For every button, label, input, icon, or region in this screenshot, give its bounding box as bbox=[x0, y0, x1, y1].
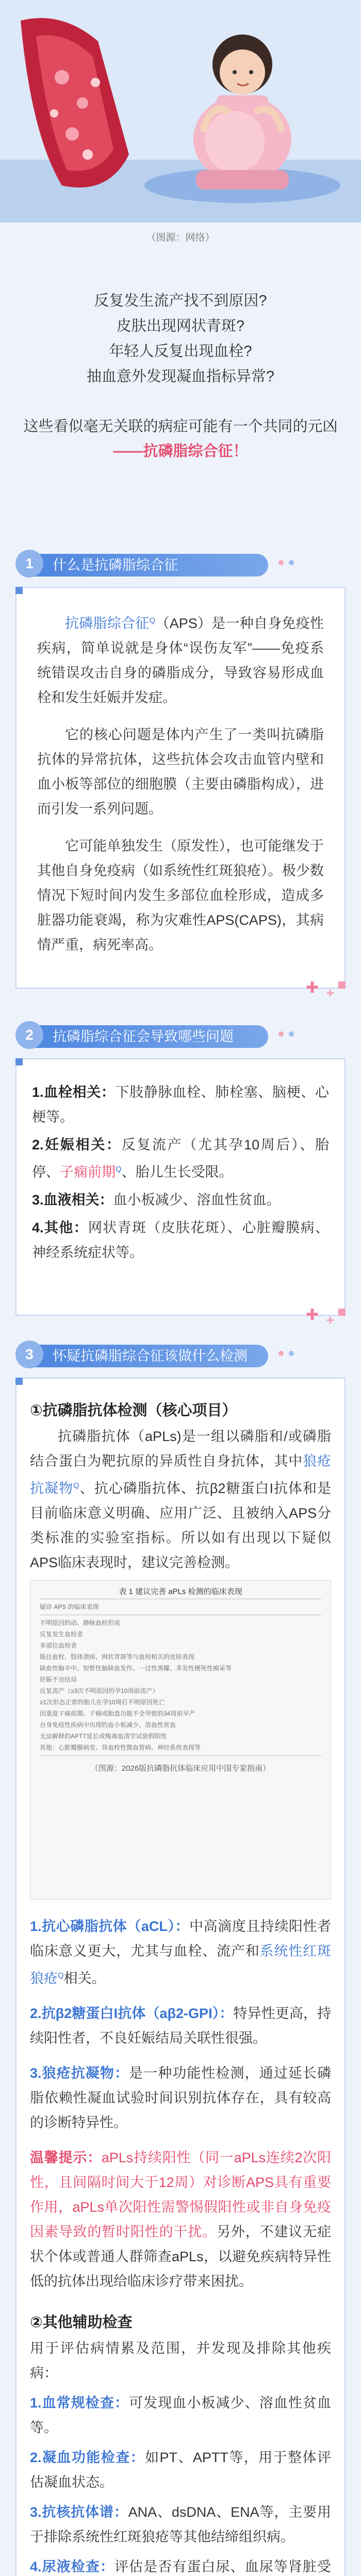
decor-plus-icon: ✚ bbox=[326, 1315, 334, 1326]
term-link[interactable]: 子痫前期 bbox=[60, 1164, 116, 1180]
decor-dot bbox=[289, 560, 294, 565]
intro-block bbox=[0, 289, 361, 464]
term-link[interactable]: 狼疮抗凝物 bbox=[30, 1453, 332, 1496]
paragraph bbox=[37, 608, 324, 710]
section-card bbox=[15, 1058, 346, 1326]
item-label: 2.妊娠相关： bbox=[32, 1137, 122, 1153]
list-item bbox=[32, 1188, 329, 1212]
doc-line: 多部位血栓者 bbox=[40, 1642, 77, 1649]
paragraph: 用于评估病情累及范围，并发现及排除其他疾病： bbox=[30, 2341, 331, 2381]
doc-line: 自身免疫性疾病中出现的血小板减少、溶血性贫血 bbox=[40, 1721, 176, 1728]
item-label: 1.血常规检查： bbox=[30, 2395, 129, 2411]
paragraph-text: 抗磷脂抗体（aPLs)是一组以磷脂和/或磷脂结合蛋白为靶抗原的异质性自身抗体，其中 bbox=[30, 1429, 331, 1469]
item-text: 中高滴度且持续阳性者临床意义更大，尤其与血栓、流产和 bbox=[30, 1919, 331, 1959]
item-text: 是一种功能性检测，通过延长磷脂依赖性凝血试验时间识别抗体存在，具有较高的诊断特异性。 bbox=[30, 2065, 332, 2130]
section-number: 3 bbox=[15, 1341, 43, 1368]
term-link[interactable]: 抗磷脂综合征 bbox=[65, 616, 150, 631]
doc-line: 反复流产（≥3次不明原因的孕10周前流产） bbox=[40, 1687, 159, 1694]
item-label: 3.抗核抗体谱： bbox=[30, 2504, 128, 2520]
paragraph: 它的核心问题是体内产生了一类叫抗磷脂抗体的异常抗体，这些抗体会攻击血管内壁和血小板等部位的细胞膜（主要由磷脂构成），进而引发一系列问题。 bbox=[37, 727, 324, 817]
intro-lead-highlight: ——抗磷脂综合征！ bbox=[113, 443, 248, 460]
section-title: 怀疑抗磷脂综合征该做什么检测 bbox=[31, 1345, 268, 1367]
item-text: 网状青斑（皮肤花斑）、心脏瓣膜病、神经系统症状等。 bbox=[32, 1220, 329, 1260]
item-label: 3.狼疮抗凝物： bbox=[30, 2065, 129, 2081]
subsection-heading: ①抗磷脂抗体检测（核心项目） bbox=[30, 1402, 237, 1419]
item-label: 2.凝血功能检查： bbox=[30, 2450, 145, 2465]
section-1 bbox=[15, 549, 346, 998]
list-item bbox=[30, 2391, 331, 2440]
item-text: 特异性更高，持续阳性者，不良妊娠结局关联性很强。 bbox=[30, 2006, 332, 2046]
list-item bbox=[30, 1914, 331, 1991]
section-title: 什么是抗磷脂综合征 bbox=[31, 554, 268, 577]
card-corner bbox=[15, 587, 23, 594]
intro-question: 年轻人反复出现血栓? bbox=[109, 343, 252, 360]
item-label: 1.血栓相关： bbox=[32, 1084, 116, 1100]
paragraph-text: 是目前临床意义明确、应用广泛、且被纳入APS分类标准的实验室指标。所以如有出现以下疑似APS临床表现时，建议完善检测。 bbox=[30, 1481, 331, 1570]
decor-dot bbox=[278, 1031, 284, 1037]
tip-label: 温馨提示： bbox=[30, 2150, 102, 2165]
item-text: 如PT、APTT等，用于整体评估凝血状态。 bbox=[30, 2450, 331, 2490]
paragraph-text: 、抗心磷脂抗体、抗β2糖蛋白I抗体和 bbox=[79, 1481, 317, 1496]
doc-line: 疑诊 APS 的临床表现 bbox=[40, 1603, 99, 1611]
item-label: 4.其他： bbox=[32, 1220, 88, 1235]
decor-dot bbox=[289, 1351, 294, 1356]
item-text: 反复流产（尤其孕10周后）、胎停、 bbox=[32, 1137, 329, 1180]
list-item bbox=[30, 2001, 331, 2050]
card-corner bbox=[338, 981, 346, 989]
doc-line: 不明原因的动、静脉血栓形成 bbox=[40, 1619, 121, 1626]
warm-tip bbox=[30, 2145, 331, 2294]
doc-line: ≥1次形态正常的胎儿在孕10周后不明原因死亡 bbox=[40, 1699, 165, 1706]
guideline-table-image bbox=[30, 1580, 331, 1900]
section-card bbox=[15, 587, 346, 998]
item-text: 相关。 bbox=[63, 1971, 106, 1986]
item-label: 4.尿液检查： bbox=[30, 2559, 114, 2574]
item-label: 2.抗β2糖蛋白I抗体（aβ2-GPI）： bbox=[30, 2006, 234, 2021]
search-icon[interactable]: Q bbox=[73, 1481, 79, 1490]
intro-question: 反复发生流产找不到原因? bbox=[94, 293, 267, 309]
list-item bbox=[32, 1215, 329, 1265]
section-number: 2 bbox=[15, 1021, 43, 1049]
list-item bbox=[30, 2554, 331, 2576]
item-text: 可发现血小板减少、溶血性贫血等。 bbox=[30, 2395, 332, 2435]
section-3 bbox=[15, 1340, 346, 2576]
term-link[interactable]: 系统性红斑狼疮 bbox=[30, 1943, 332, 1986]
search-icon[interactable]: Q bbox=[116, 1165, 122, 1174]
illustration-svg bbox=[0, 0, 361, 223]
card-corner bbox=[15, 1378, 23, 1385]
doc-title: 表 1 建议完善 aPLs 检测的临床表现 bbox=[119, 1587, 242, 1596]
card-corner bbox=[15, 1058, 23, 1065]
image-caption: （图源：网络） bbox=[146, 232, 215, 243]
doc-line: 因重度子痫前期、子痫或胎盘功能不全导致的34周前早产 bbox=[40, 1710, 195, 1717]
section-number: 1 bbox=[15, 550, 43, 578]
list-item bbox=[30, 2061, 331, 2135]
list-item bbox=[32, 1080, 329, 1129]
subsection-heading: ②其他辅助检查 bbox=[30, 2314, 133, 2331]
decor-plus-icon: ✚ bbox=[305, 1307, 319, 1324]
paragraph bbox=[30, 1424, 331, 1575]
decor-dot bbox=[278, 560, 284, 565]
item-label: 3.血液相关： bbox=[32, 1192, 113, 1208]
search-icon[interactable]: Q bbox=[58, 1971, 64, 1980]
intro-lead bbox=[0, 414, 361, 464]
item-text: 下肢静脉血栓、肺栓塞、脑梗、心梗等。 bbox=[32, 1084, 329, 1125]
item-text: 血小板减少、溶血性贫血。 bbox=[113, 1192, 281, 1208]
doc-line: 反复发生血栓者 bbox=[40, 1631, 84, 1638]
doc-line: 缺血性脑卒中、短暂性脑缺血发作、一过性黑矇、多发性梗死性痴呆等 bbox=[40, 1665, 232, 1672]
decor-dot bbox=[278, 1351, 284, 1356]
hero-illustration bbox=[0, 0, 361, 223]
doc-line: 其他：心脏瓣膜病变、肾血栓性微血管病、神经系统表现等 bbox=[40, 1744, 201, 1751]
doc-source: （图源：2026版抗磷脂抗体临床应用中国专家指南） bbox=[90, 1764, 271, 1773]
paragraph-text: （APS）是一种自身免疫性疾病，简单说就是身体“误伤友军”——免疫系统错误攻击自身的磷脂成分，导致容易形成血栓和发生妊娠并发症。 bbox=[37, 616, 324, 705]
item-label: 1.抗心磷脂抗体（aCL）： bbox=[30, 1919, 190, 1934]
section-header bbox=[15, 549, 346, 580]
tip-text: aPLs持续阳性（同一aPLs连续2次阳性，且间隔时间大于12周）对诊断APS具有重要作用，aPLs单次阳性需警惕假阳性或非自身免疫因素导致的暂时阳性的干扰。 bbox=[30, 2150, 331, 2240]
doc-line: 无法解释的APTT延长或梅毒血清学试验假阳性 bbox=[40, 1733, 167, 1740]
section-card bbox=[15, 1378, 346, 2576]
item-text: ANA、dsDNA、ENA等，主要用于排除系统性红斑狼疮等其他结缔组织病。 bbox=[30, 2504, 331, 2545]
list-item bbox=[32, 1132, 329, 1184]
tip-text: 另外，不建议无症状个体或普通人群筛查aPLs，以避免疾病特异性低的抗体出现给临床诊疗带来困扰。 bbox=[30, 2224, 332, 2289]
intro-question: 皮肤出现网状青斑? bbox=[116, 318, 245, 334]
doc-line: 既往血栓、肢体溃疡、网状青斑等与血栓相关的皮肤表现 bbox=[40, 1653, 195, 1660]
decor-plus-icon: ✚ bbox=[326, 988, 334, 998]
doc-line: 妊娠不良结局 bbox=[40, 1676, 77, 1683]
item-text: 、胎儿生长受限。 bbox=[121, 1164, 233, 1180]
search-icon[interactable]: Q bbox=[149, 616, 156, 625]
card-corner bbox=[338, 1309, 346, 1316]
list-item bbox=[30, 2445, 331, 2495]
section-header bbox=[15, 1020, 346, 1051]
divider bbox=[40, 1755, 321, 1756]
item-text: 评估是否有蛋白尿、血尿等肾脏受 bbox=[114, 2559, 331, 2574]
intro-question: 抽血意外发现凝血指标异常? bbox=[86, 368, 275, 385]
section-2 bbox=[15, 1020, 346, 1326]
list-item bbox=[30, 2500, 331, 2549]
decor-dot bbox=[289, 1031, 294, 1037]
section-title: 抗磷脂综合征会导致哪些问题 bbox=[31, 1025, 268, 1048]
decor-plus-icon: ✚ bbox=[305, 979, 319, 996]
paragraph: 它可能单独发生（原发性），也可能继发于其他自身免疫病（如系统性红斑狼疮）。极少数情况下短时间内发生多部位血栓形成，造成多脏器功能衰竭，称为灾难性APS(CAPS)，其病情严重，病死率高。 bbox=[37, 838, 324, 953]
intro-lead-line: 这些看似毫无关联的病症可能有一个共同的元凶 bbox=[23, 418, 338, 435]
section-header bbox=[15, 1340, 346, 1370]
